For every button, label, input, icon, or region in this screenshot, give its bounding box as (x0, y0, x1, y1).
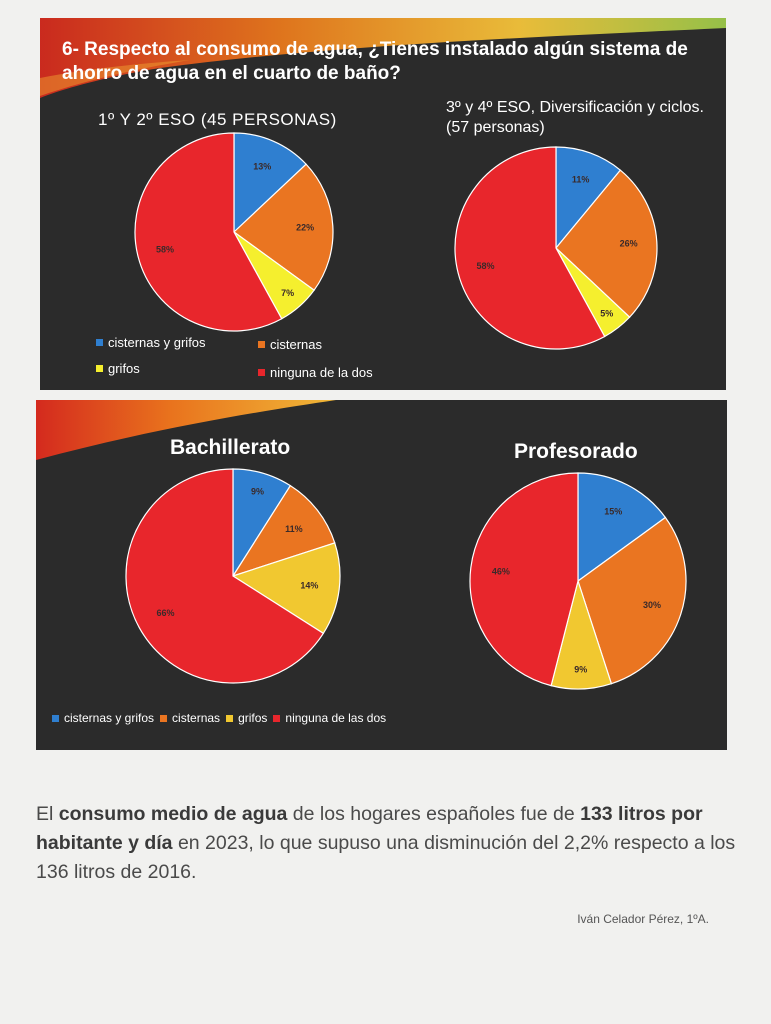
legend-swatch (258, 341, 265, 348)
pie-data-label: 22% (296, 222, 315, 233)
legend-item-cisternas (160, 711, 220, 725)
legend-label: cisternas (172, 711, 221, 725)
legend-label: cisternas y grifos (108, 335, 206, 350)
pie-chart-profesorado (466, 472, 690, 690)
legend-panel-2 (52, 711, 392, 725)
pie-data-label: 30% (642, 600, 661, 611)
chart-title-bachillerato: Bachillerato (170, 436, 291, 459)
body-text-part: El (36, 803, 59, 825)
pie-chart-eso-3-4 (454, 146, 658, 350)
legend-swatch (258, 369, 265, 376)
pie-data-label: 7% (281, 287, 295, 298)
legend-item-grifos (226, 711, 267, 725)
body-text-part: de los hogares españoles fue de (287, 803, 581, 825)
legend-item-cisternas-y-grifos (52, 711, 154, 725)
legend-label: grifos (108, 361, 140, 376)
chart-title-profesorado: Profesorado (514, 440, 638, 463)
legend-item-cisternas-y-grifos (96, 335, 206, 350)
author-credit: Iván Celador Pérez, 1ºA. (577, 912, 709, 926)
legend-item-ninguna (273, 711, 386, 725)
pie-data-label: 11% (571, 174, 590, 185)
legend-swatch (96, 365, 103, 372)
pie-data-label: 66% (156, 608, 175, 619)
pie-data-label: 9% (574, 664, 588, 675)
pie-data-label: 58% (476, 261, 495, 272)
pie-data-label: 15% (604, 506, 623, 517)
pie-data-label: 9% (250, 486, 264, 497)
body-bold-part: consumo medio de agua (58, 803, 288, 825)
body-paragraph (36, 800, 736, 887)
pie-data-label: 46% (491, 566, 510, 577)
pie-data-label: 11% (285, 523, 303, 534)
chart-title-eso-3-4: 3º y 4º ESO, Diversificación y ciclos. (57 personas) (446, 99, 704, 136)
legend-label: ninguna de las dos (285, 711, 387, 725)
chart-title-eso-1-2: 1º Y 2º ESO (45 PERSONAS) (98, 110, 337, 129)
legend-label: cisternas (270, 337, 323, 352)
legend-label: ninguna de la dos (270, 365, 373, 380)
legend-item-ninguna (258, 365, 373, 380)
body-bold-part: 133 litros por habitante y día (36, 803, 703, 854)
legend-swatch (160, 715, 167, 722)
legend-label: cisternas y grifos (64, 711, 155, 725)
pie-data-label: 26% (619, 238, 638, 249)
pie-data-label: 5% (600, 308, 614, 319)
pie-chart-bachillerato (125, 468, 341, 684)
legend-swatch (96, 339, 103, 346)
slide-panel-bach-prof (36, 400, 727, 750)
slide-panel-eso (40, 18, 726, 390)
question-title: 6- Respecto al consumo de agua, ¿Tienes instalado algún sistema de ahorro de agua en el cuarto de baño? (62, 39, 688, 84)
legend-label: grifos (238, 711, 268, 725)
legend-item-cisternas (258, 337, 322, 352)
pie-data-label: 13% (253, 161, 272, 172)
legend-swatch (226, 715, 233, 722)
body-text-part: en 2023, lo que supuso una disminución del 2,2% respecto a los 136 litros de 2016. (36, 832, 736, 883)
pie-data-label: 14% (300, 580, 319, 591)
pie-data-label: 58% (155, 244, 174, 255)
pie-chart-eso-1-2 (134, 132, 334, 332)
legend-swatch (273, 715, 280, 722)
legend-swatch (52, 715, 59, 722)
legend-item-grifos (96, 361, 140, 376)
